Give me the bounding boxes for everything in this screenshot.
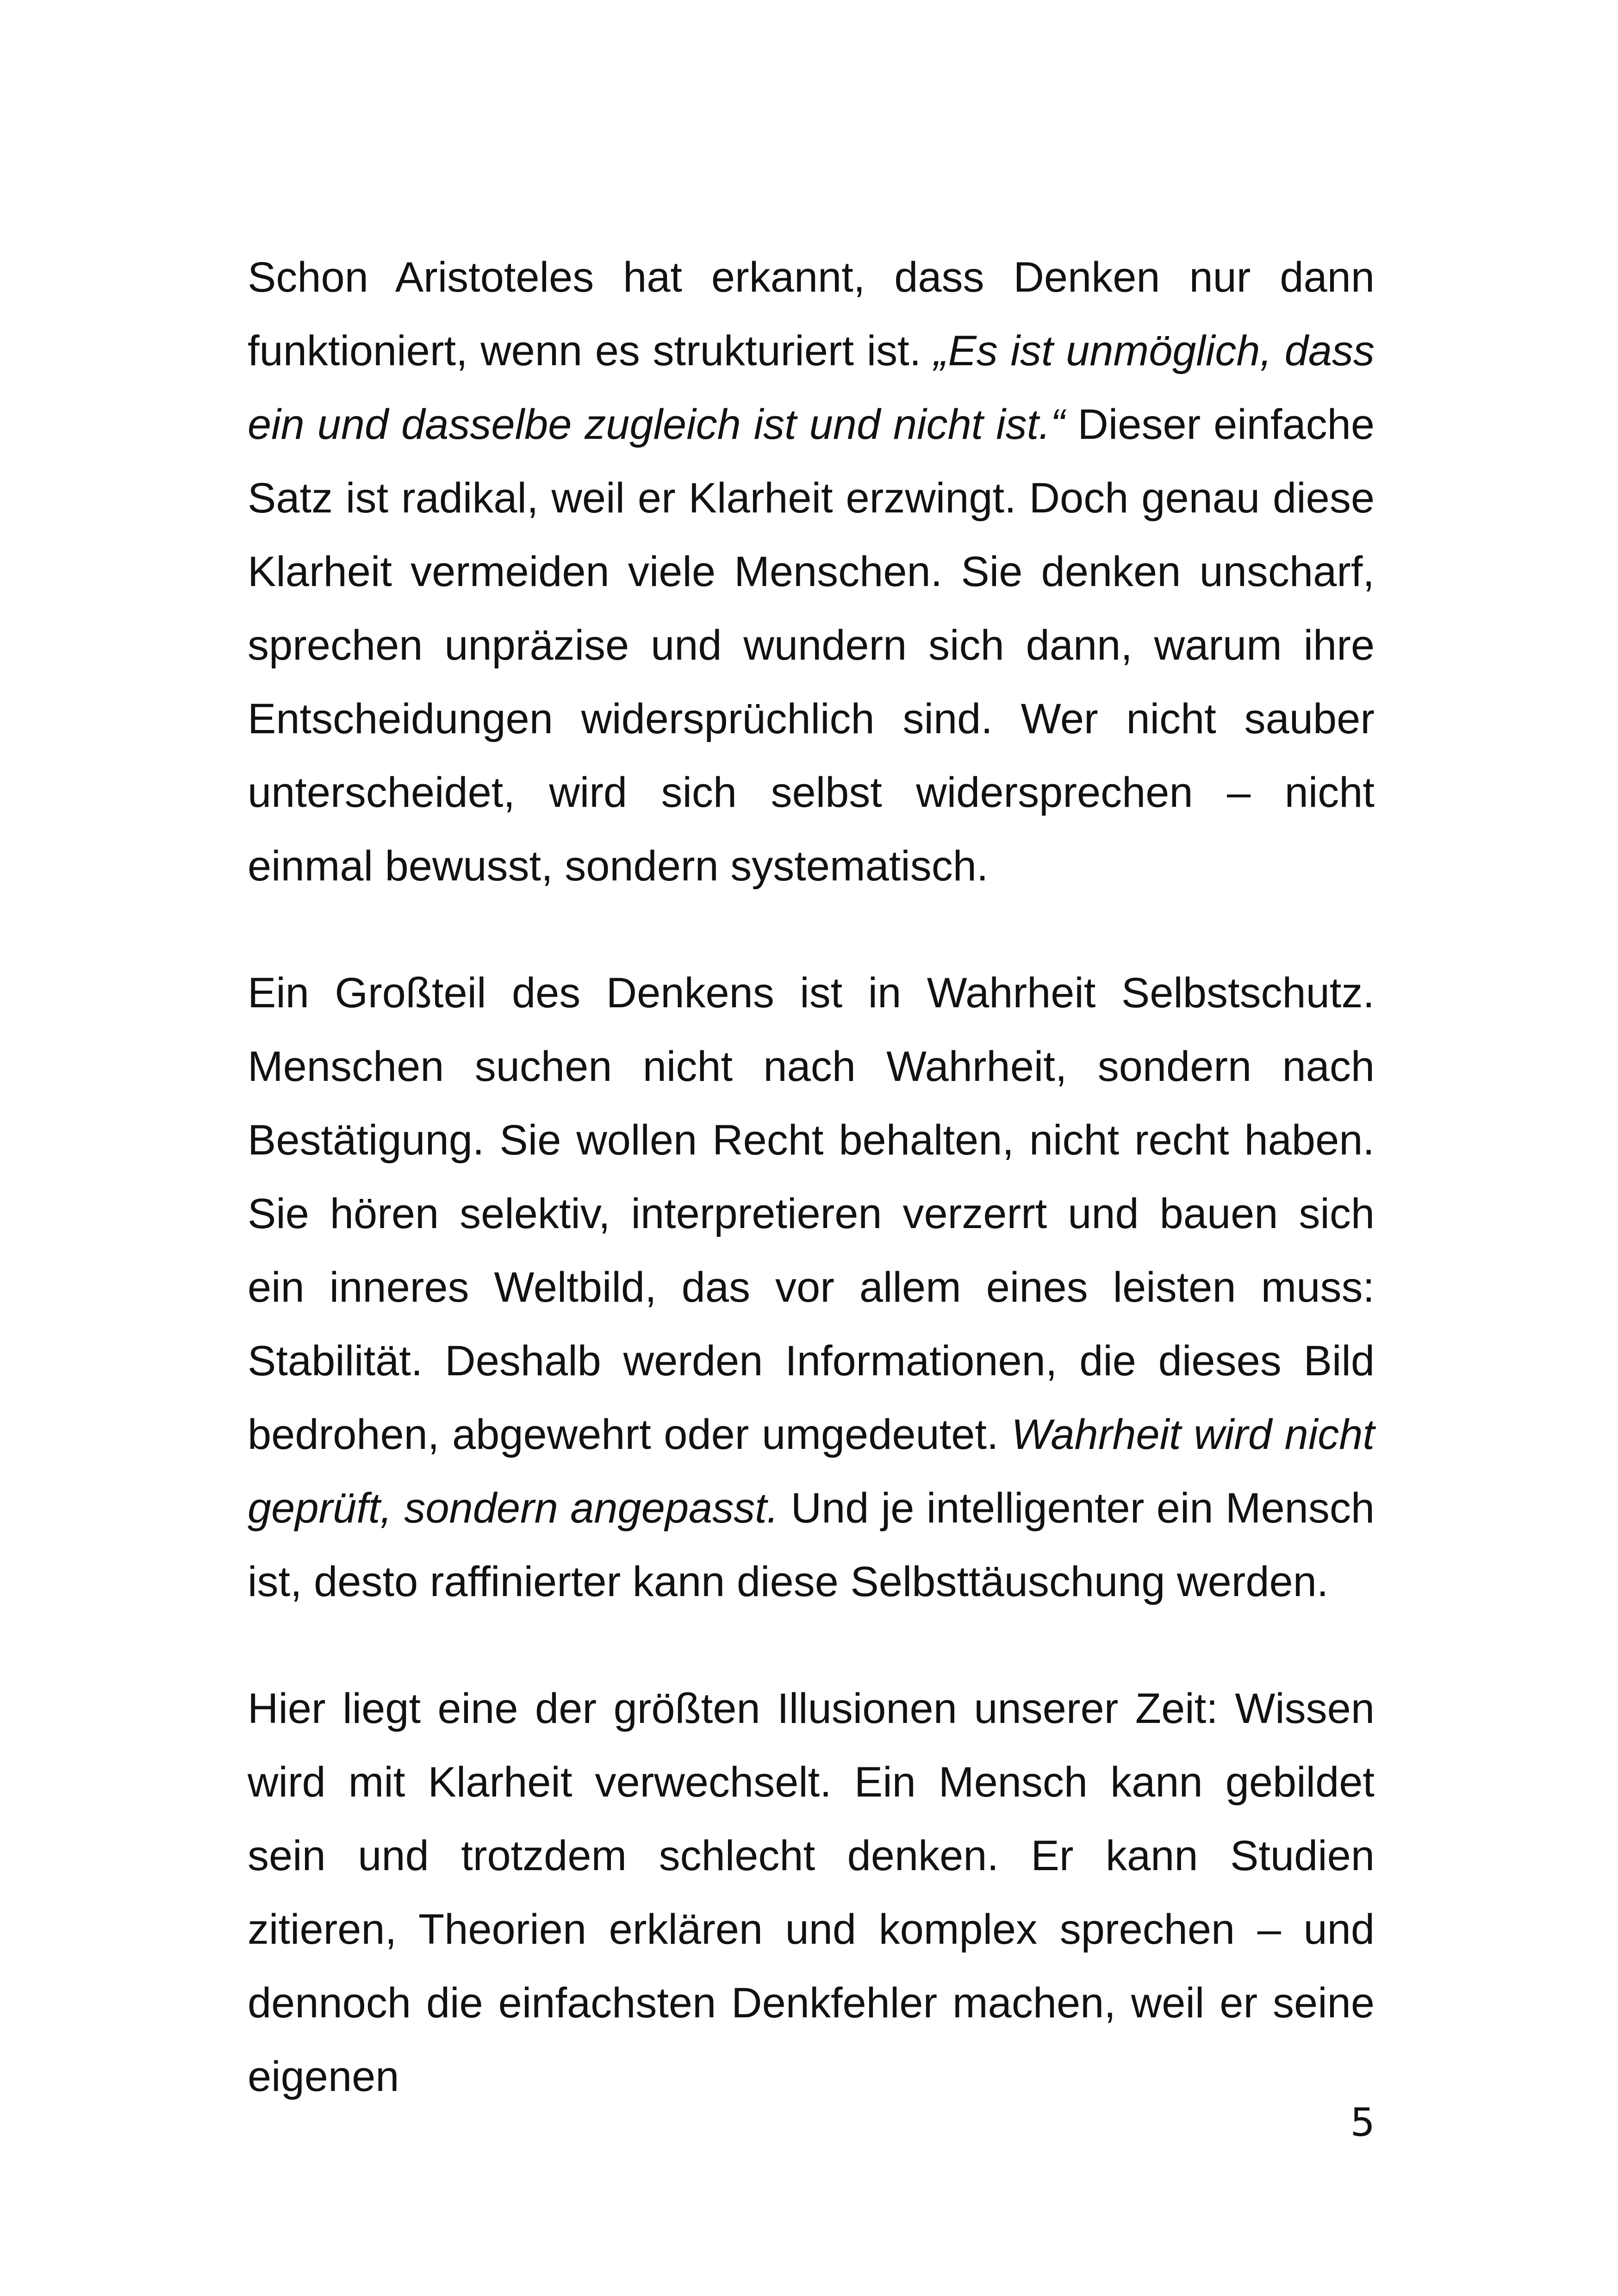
text-segment: Schon Aristoteles hat erkannt, dass Denken nur dann funktioniert, wenn es strukturiert ist. — [248, 254, 1375, 374]
text-segment: Ein Großteil des Denkens ist in Wahrheit Selbstschutz. Menschen suchen nicht nach Wahrheit, sondern nach Bestätigung. Sie wollen Recht behalten, nicht recht haben. Sie hören selektiv, interpretieren verzerrt und bauen sich ein inneres Weltbild, das vor allem eines leisten muss: Stabilität. Deshalb werden Informationen, die dieses Bild bedrohen, abgewehrt oder umgedeutet. — [248, 969, 1375, 1458]
paragraph-selbstschutz — [248, 956, 1375, 1619]
body-text — [248, 241, 1375, 2114]
paragraph-aristoteles — [248, 241, 1375, 903]
page-number: 5 — [1350, 2100, 1375, 2145]
emphasis-italic: Wahrheit wird nicht geprüft, sondern angepasst. — [248, 1411, 1375, 1532]
text-segment: Dieser einfache Satz ist radikal, weil er Klarheit erzwingt. Doch genau diese Klarheit vermeiden viele Menschen. Sie denken unscharf, sprechen unpräzise und wundern sich dann, warum ihre Entscheidungen widersprüchlich sind. Wer nicht sauber unterscheidet, wird sich selbst widersprechen – nicht einmal bewusst, sondern systematisch. — [248, 401, 1375, 890]
text-segment: Hier liegt eine der größten Illusionen unserer Zeit: Wissen wird mit Klarheit verwechselt. Ein Mensch kann gebildet sein und trotzdem schlecht denken. Er kann Studien zitieren, Theorien erklären und komplex sprechen – und dennoch die einfachsten Denkfehler machen, weil er seine eigenen — [248, 1685, 1375, 2100]
text-segment: Und je intelligenter ein Mensch ist, desto raffinierter kann diese Selbsttäuschung werden. — [248, 1485, 1375, 1605]
paragraph-illusionen — [248, 1672, 1375, 2114]
quote-italic: „Es ist unmöglich, dass ein und dasselbe zugleich ist und nicht ist.“ — [248, 327, 1375, 448]
